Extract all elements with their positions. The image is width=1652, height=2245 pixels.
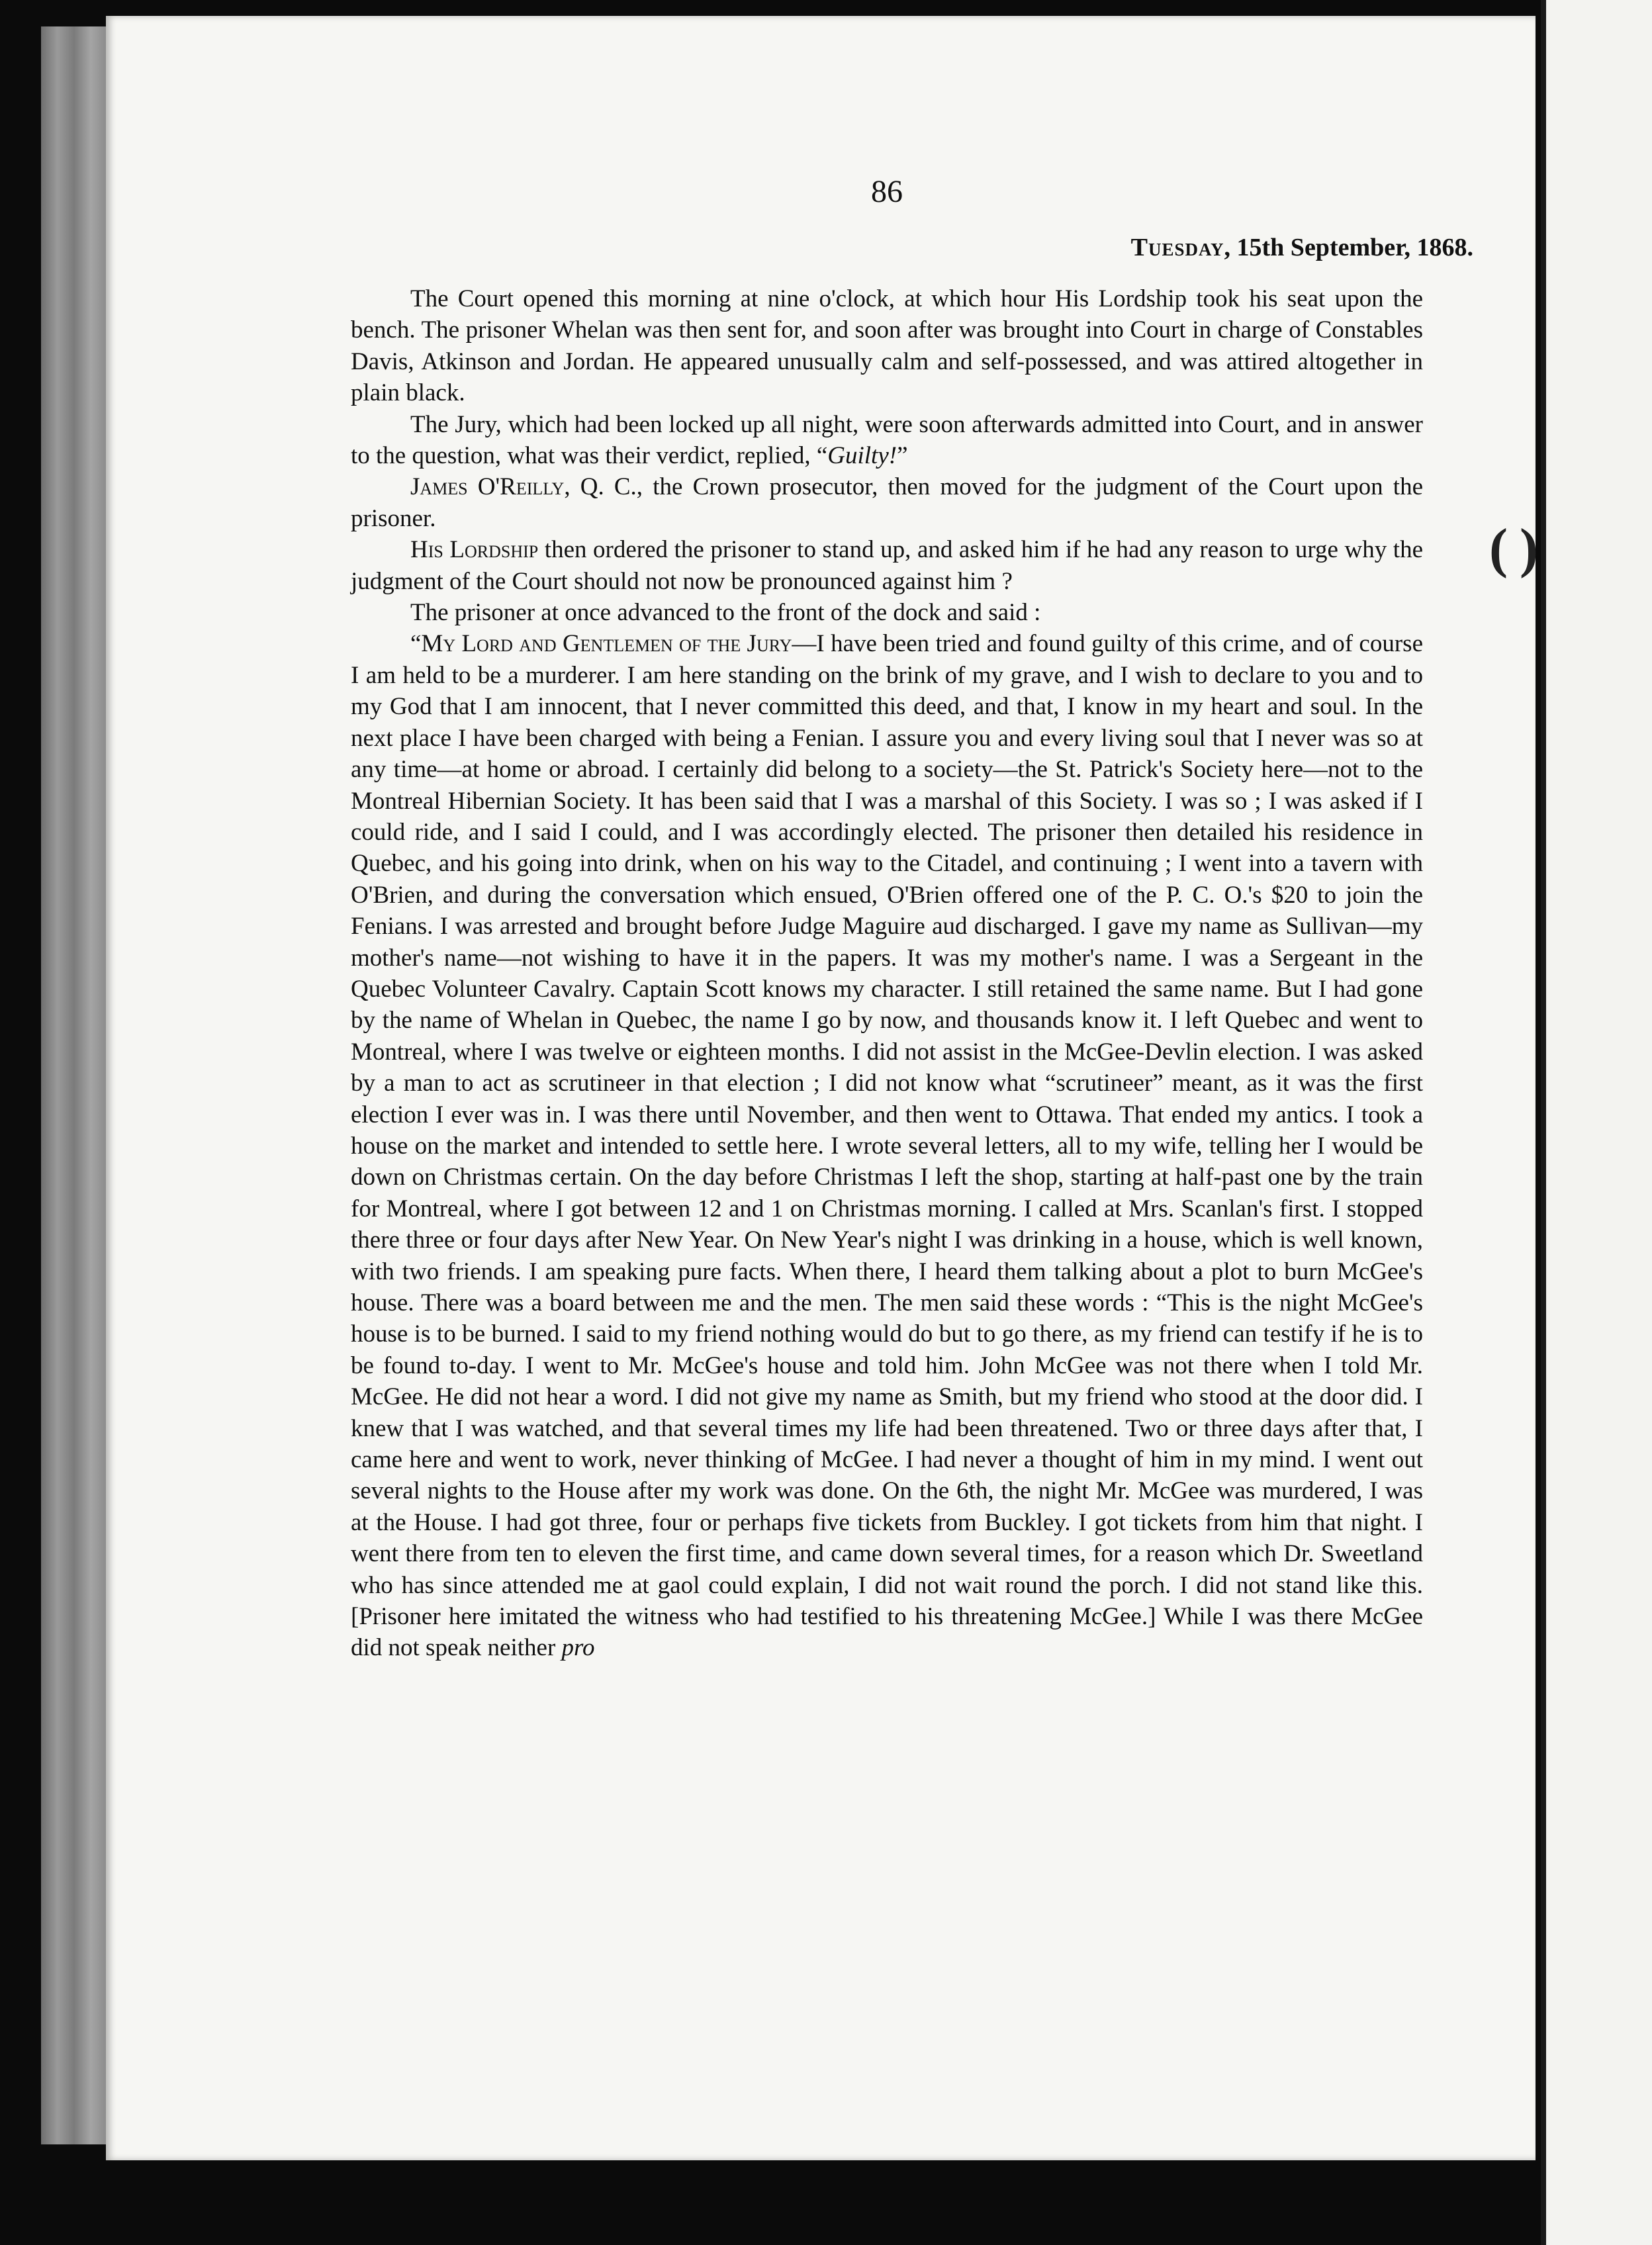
paragraph-tail: ” (897, 442, 908, 470)
paragraph-italic: pro (561, 1634, 595, 1662)
paragraph (351, 597, 1423, 628)
dateline-date: , 15th September, 1868. (1224, 234, 1473, 261)
paragraph (351, 471, 1423, 534)
paragraph (351, 409, 1423, 472)
paragraph (351, 628, 1423, 1663)
dateline (1131, 233, 1473, 262)
speaker-name: James O'Reilly (410, 473, 565, 501)
dateline-day: Tuesday (1130, 234, 1224, 261)
paragraph-text: —I have been tried and found guilty of this crime, and of course I am held to be a murderer. I am here standing on the brink of my grave, and I wish to declare to you and to my God that I am innocent, that I never committed this deed, and that, I know in my heart and soul. In the next place I have been charged with being a Fenian. I assure you and every living soul that I never was so at any time—at home or abroad. I certainly did belong to a society—the St. Patrick's Society here—not to the Montreal Hibernian Society. It has been said that I was a marshal of this Society. I was so ; I was asked if I could ride, and I said I could, and I was accordingly elected. The prisoner then detailed his residence in Quebec, and his going into drink, when on his way to the Citadel, and continuing ; I went into a tavern with O'Brien, and during the conversation which ensued, O'Brien offered one of the P. C. O.'s $20 to join the Fenians. I was arrested and brought before Judge Maguire aud discharged. I gave my name as Sullivan—my mother's name—not wishing to have it in the papers. It was my mother's name. I was a Sergeant in the Quebec Volunteer Cavalry. Captain Scott knows my character. I still retained the same name. But I had gone by the name of Whelan in Quebec, the name I go by now, and thousands know it. I left Quebec and went to Montreal, where I was twelve or eighteen months. I did not assist in the McGee-Devlin election. I was asked by a man to act as scrutineer in that election ; I did not know what “scrutineer” meant, as it was the first election I ever was in. I was there until November, and then went to Ottawa. That ended my antics. I took a house on the market and intended to settle here. I wrote several letters, all to my wife, telling her I would be down on Christmas certain. On the day before Christmas I left the shop, starting at half-past one by the train for Montreal, where I got between 12 and 1 on Christmas morning. I called at Mrs. Scanlan's first. I stopped there three or four days after New Year. On New Year's night I was drinking in a house, which is well known, with two friends. I am speaking pure facts. When there, I heard them talking about a plot to burn McGee's house. There was a board between me and the men. The men said these words : “This is the night McGee's house is to be burned. I said to my friend nothing would do but to go there, as my friend can testify if he is to be found to-day. I went to Mr. McGee's house and told him. John McGee was not there when I told Mr. McGee. He did not hear a word. I did not give my name as Smith, but my friend who stood at the door did. I knew that I was watched, and that several times my life had been threatened. Two or three days after that, I came here and went to work, never thinking of McGee. I had never a thought of him in my mind. I went out several nights to the House after my work was done. On the 6th, the night Mr. McGee was murdered, I was at the House. I had got three, four or perhaps five tickets from Buckley. I got tickets from him that night. I went there from ten to eleven the first time, and came down several times, for a reason which Dr. Sweetland who has since attended me at gaol could explain, I did not wait round the porch. I did not stand like this. [Prisoner here imitated the witness who had testified to his threatening McGee.] While I was there McGee did not speak neither (351, 630, 1423, 1662)
page-number: 86 (871, 174, 903, 209)
paragraph-text: , Q. C., the Crown prosecutor, then moved for the judgment of the Court upon the prisoner. (351, 473, 1423, 532)
paragraph-text: then ordered the prisoner to stand up, and asked him if he had any reason to urge why the judgment of the Court should not now be pronounced against him ? (351, 536, 1423, 595)
speech-heading: “My Lord and Gentlemen of the Jury (410, 630, 792, 658)
paragraph-text: The Court opened this morning at nine o'clock, at which hour His Lordship took his seat upon the bench. The prisoner Whelan was then sent for, and soon after was brought into Court in charge of Constables Davis, Atkinson and Jordan. He appeared unusually calm and self-possessed, and was attired altogether in plain black. (351, 285, 1423, 407)
paragraph-italic: Guilty! (827, 442, 897, 470)
body-text (351, 283, 1423, 1664)
speaker-name: His Lordship (410, 536, 539, 564)
margin-mark: ( (1489, 518, 1508, 579)
paragraph (351, 283, 1423, 409)
book-spine (41, 26, 107, 2144)
margin-mark: ) (1520, 518, 1538, 579)
facing-page-edge (1541, 0, 1652, 2245)
paragraph-text: The Jury, which had been locked up all night, were soon afterwards admitted into Court, and in answer to the question, what was their verdict, replied, “ (351, 410, 1423, 470)
paragraph (351, 534, 1423, 597)
paragraph-text: The prisoner at once advanced to the front of the dock and said : (410, 599, 1041, 627)
